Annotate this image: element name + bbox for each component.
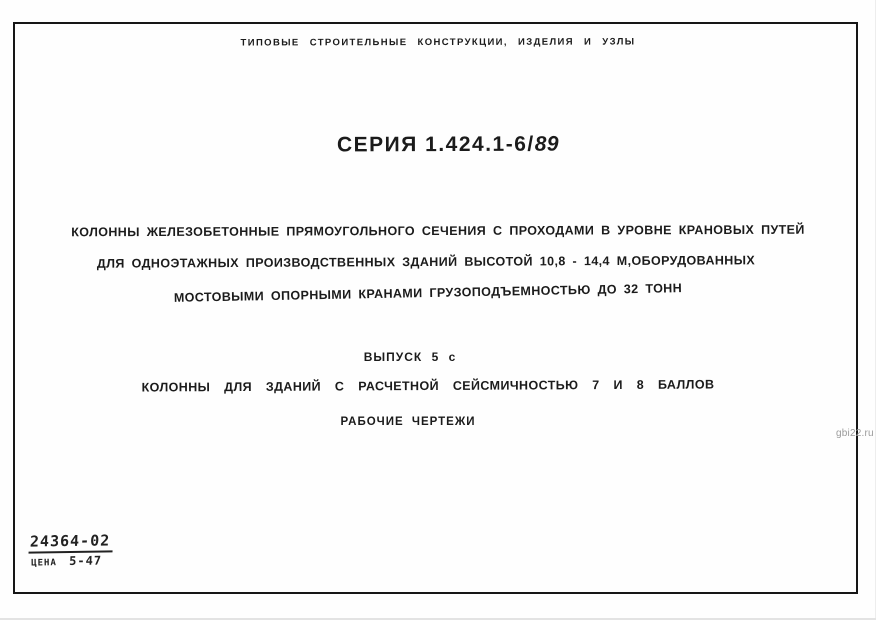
series-year-handwritten: 89 bbox=[534, 132, 560, 156]
issue-number: ВЫПУСК 5 с bbox=[363, 350, 457, 364]
main-title-line-3: МОСТОВЫМИ ОПОРНЫМИ КРАНАМИ ГРУЗОПОДЪЕМНОСТЬЮ ДО 32 ТОНН bbox=[173, 281, 683, 305]
main-title-line-1: КОЛОННЫ ЖЕЛЕЗОБЕТОННЫЕ ПРЯМОУГОЛЬНОГО СЕЧЕНИЯ С ПРОХОДАМИ В УРОВНЕ КРАНОВЫХ ПУТЕЙ bbox=[71, 222, 805, 240]
stamp-code: 24364-02 bbox=[29, 531, 114, 553]
series-title bbox=[10, 131, 876, 158]
site-watermark: gbi22.ru bbox=[836, 428, 874, 439]
document-type: РАБОЧИЕ ЧЕРТЕЖИ bbox=[340, 416, 476, 428]
main-title-line-2: ДЛЯ ОДНОЭТАЖНЫХ ПРОИЗВОДСТВЕННЫХ ЗДАНИЙ ВЫСОТОЙ 10,8 - 14,4 М,ОБОРУДОВАННЫХ bbox=[96, 253, 756, 271]
stamp-price-row bbox=[29, 553, 113, 568]
price-stamp bbox=[29, 530, 114, 568]
seismic-subtitle: КОЛОННЫ ДЛЯ ЗДАНИЙ С РАСЧЕТНОЙ СЕЙСМИЧНОСТЬЮ 7 И 8 БАЛЛОВ bbox=[141, 377, 715, 395]
series-prefix: СЕРИЯ 1.424.1-6/ bbox=[336, 132, 535, 157]
stamp-price-value: 5-47 bbox=[68, 553, 103, 569]
stamp-price-label: ЦЕНА bbox=[31, 558, 57, 569]
main-title-block bbox=[0, 224, 876, 317]
document-header: ТИПОВЫЕ СТРОИТЕЛЬНЫЕ КОНСТРУКЦИИ, ИЗДЕЛИЯ И УЗЛЫ bbox=[240, 36, 636, 49]
